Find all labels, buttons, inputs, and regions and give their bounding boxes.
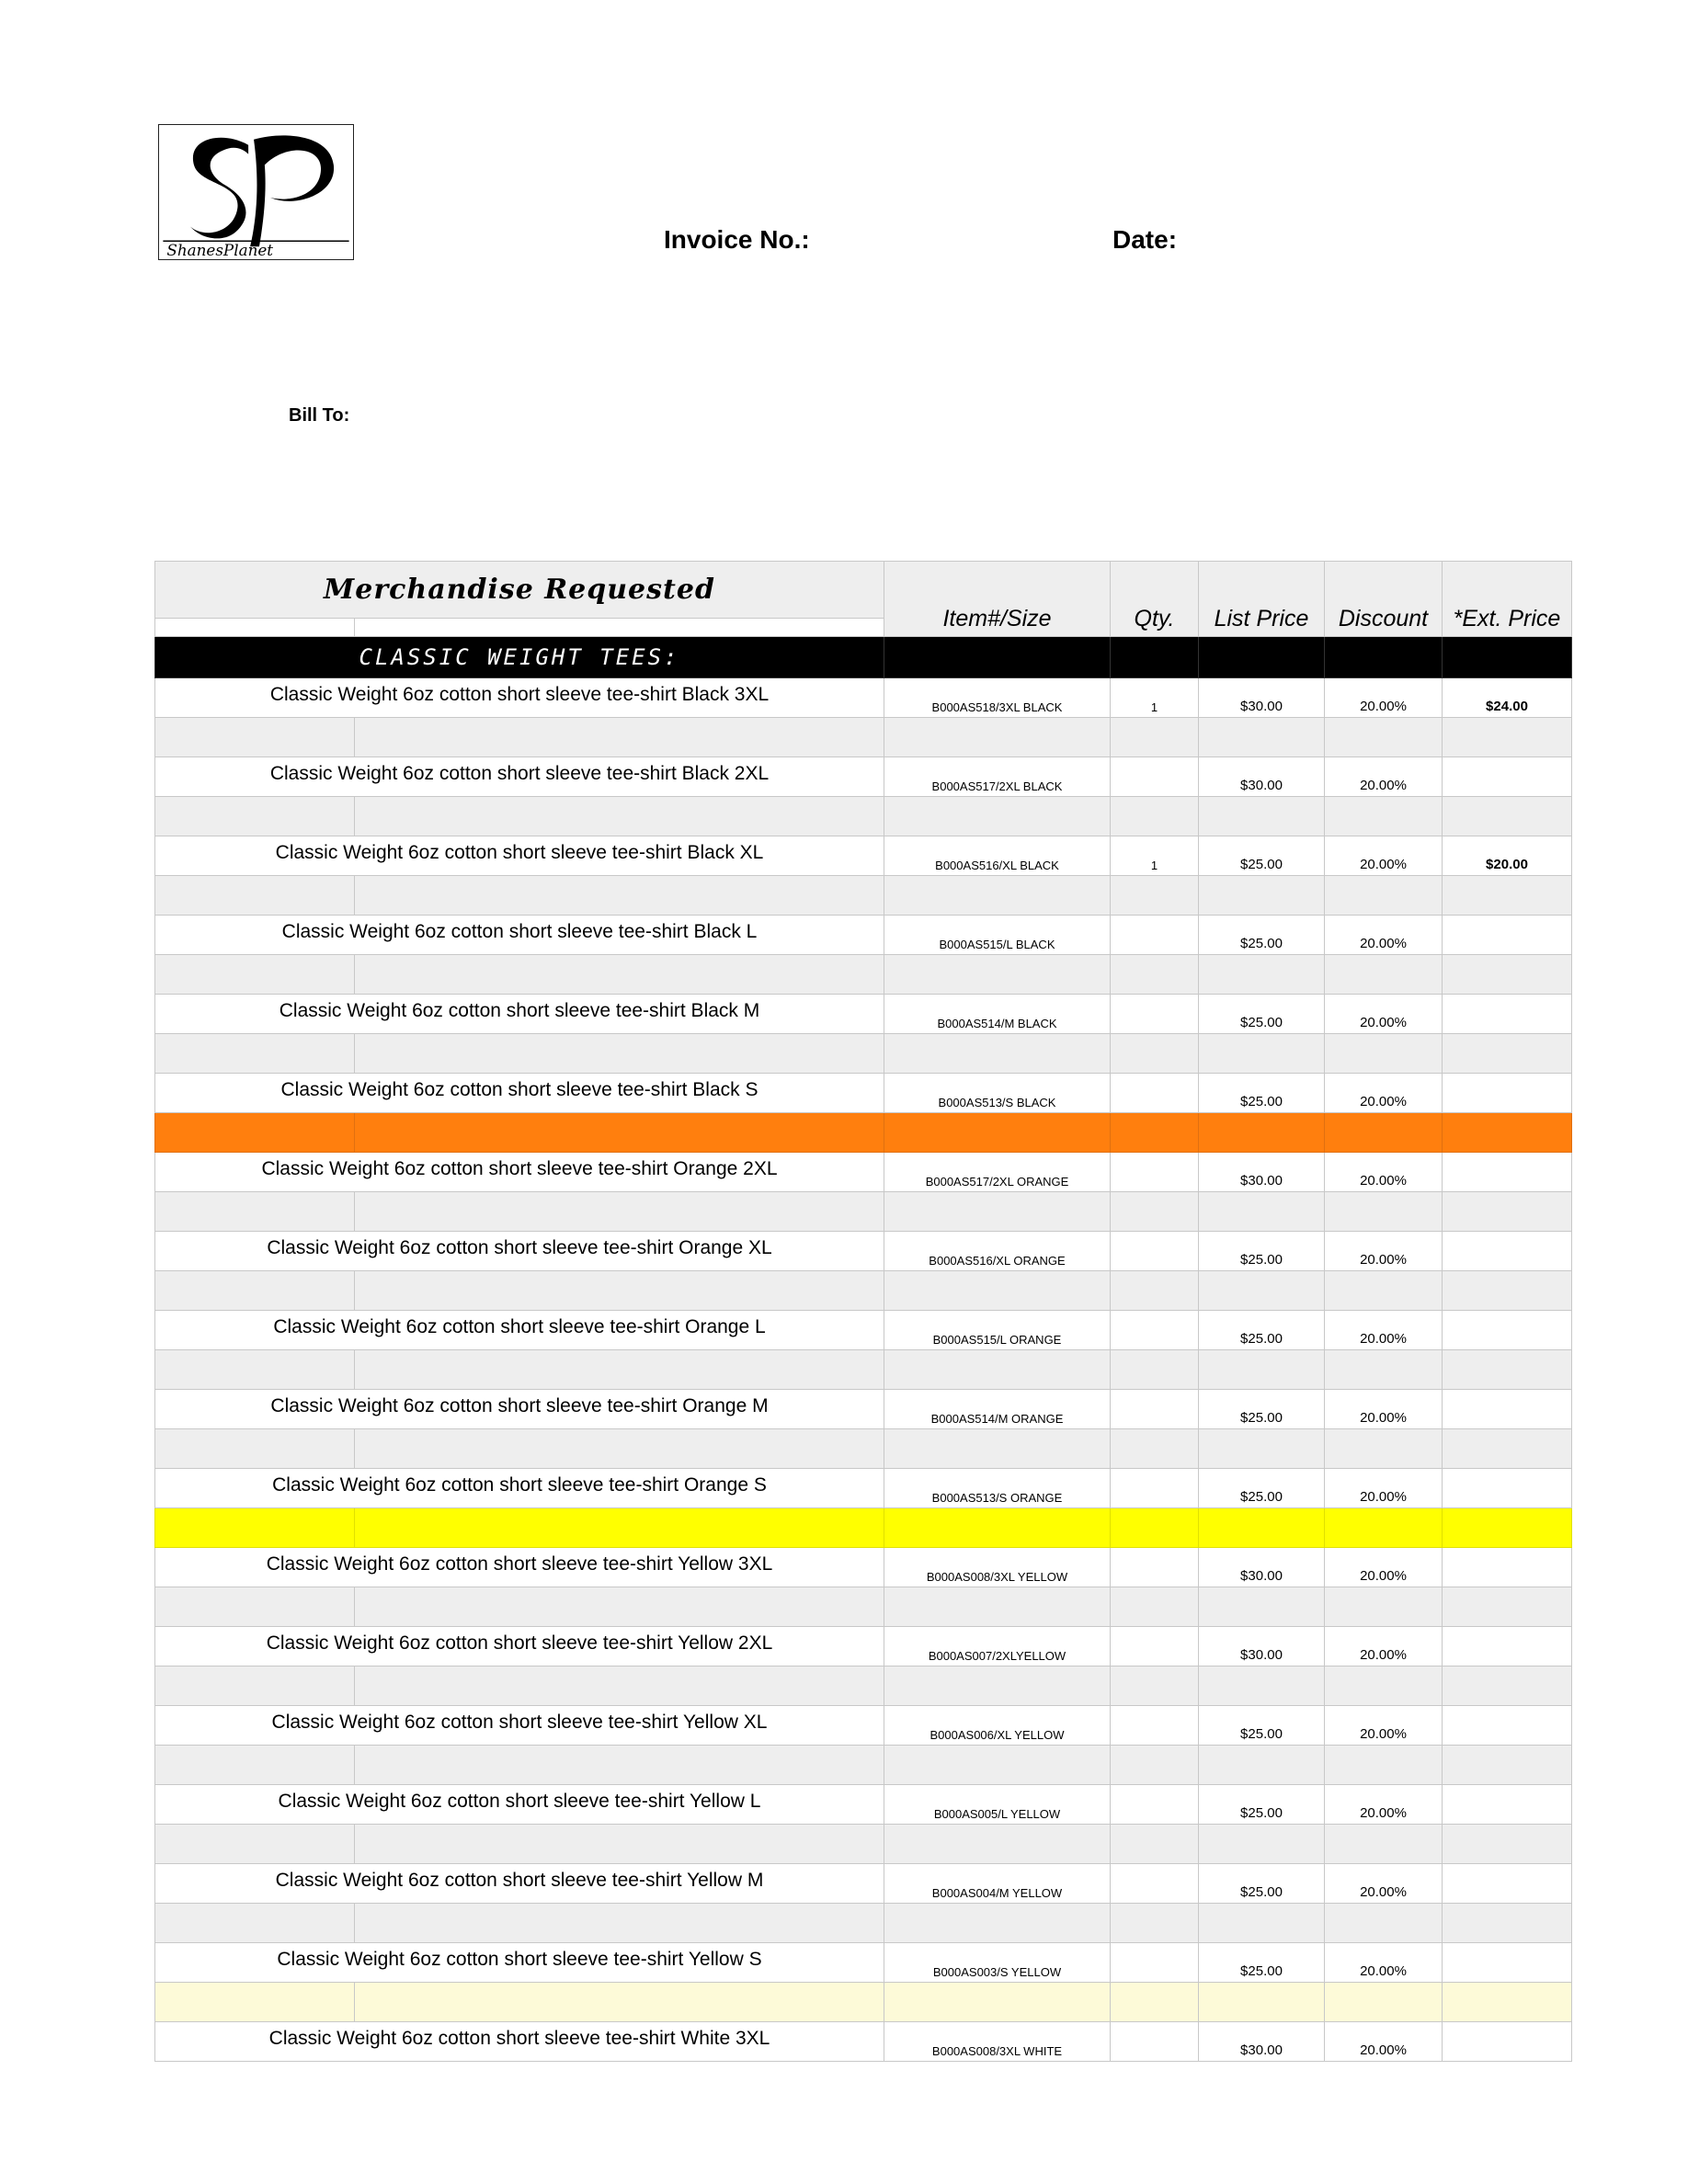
ext-price-cell <box>1443 1548 1572 1587</box>
discount-cell: 20.00% <box>1325 2022 1443 2062</box>
list-price-cell: $30.00 <box>1199 678 1325 718</box>
quantity-cell <box>1111 916 1199 955</box>
quantity-cell <box>1111 2022 1199 2062</box>
discount-cell: 20.00% <box>1325 757 1443 797</box>
discount-cell: 20.00% <box>1325 1706 1443 1746</box>
quantity-cell <box>1111 1864 1199 1904</box>
list-price-cell: $25.00 <box>1199 1311 1325 1350</box>
merchandise-header: Merchandise Requested <box>155 562 884 619</box>
item-description: Classic Weight 6oz cotton short sleeve tee-shirt Orange 2XL <box>155 1153 884 1192</box>
list-price-cell: $25.00 <box>1199 1232 1325 1271</box>
table-row <box>155 1548 1572 1587</box>
quantity-cell <box>1111 1390 1199 1429</box>
item-number-size: B000AS513/S BLACK <box>884 1074 1111 1113</box>
ext-price-header: *Ext. Price <box>1443 562 1572 637</box>
item-description: Classic Weight 6oz cotton short sleeve tee-shirt Yellow L <box>155 1785 884 1825</box>
item-description: Classic Weight 6oz cotton short sleeve tee-shirt Black L <box>155 916 884 955</box>
discount-cell: 20.00% <box>1325 1548 1443 1587</box>
item-number-size: B000AS516/XL BLACK <box>884 836 1111 876</box>
item-description: Classic Weight 6oz cotton short sleeve tee-shirt Black 2XL <box>155 757 884 797</box>
section-header-row <box>155 637 1572 678</box>
item-number-size: B000AS516/XL ORANGE <box>884 1232 1111 1271</box>
discount-cell: 20.00% <box>1325 916 1443 955</box>
table-row <box>155 2022 1572 2062</box>
ext-price-cell <box>1443 1785 1572 1825</box>
discount-cell: 20.00% <box>1325 1627 1443 1666</box>
qty-header: Qty. <box>1111 562 1199 637</box>
item-number-size: B000AS513/S ORANGE <box>884 1469 1111 1508</box>
list-price-cell: $30.00 <box>1199 2022 1325 2062</box>
ext-price-cell <box>1443 1311 1572 1350</box>
table-row <box>155 757 1572 797</box>
ext-price-cell <box>1443 757 1572 797</box>
item-description: Classic Weight 6oz cotton short sleeve tee-shirt Orange M <box>155 1390 884 1429</box>
ext-price-cell <box>1443 2022 1572 2062</box>
spacer-row <box>155 797 1572 836</box>
discount-cell: 20.00% <box>1325 836 1443 876</box>
cream-separator-row <box>155 1983 1572 2022</box>
discount-cell: 20.00% <box>1325 1074 1443 1113</box>
item-number-size: B000AS005/L YELLOW <box>884 1785 1111 1825</box>
spacer-row <box>155 1587 1572 1627</box>
quantity-cell <box>1111 1785 1199 1825</box>
item-number-size: B000AS003/S YELLOW <box>884 1943 1111 1983</box>
item-description: Classic Weight 6oz cotton short sleeve tee-shirt Black S <box>155 1074 884 1113</box>
table-row <box>155 1232 1572 1271</box>
ext-price-cell <box>1443 1153 1572 1192</box>
ext-price-cell <box>1443 1706 1572 1746</box>
item-number-size: B000AS518/3XL BLACK <box>884 678 1111 718</box>
table-row <box>155 995 1572 1034</box>
orange-separator-row <box>155 1113 1572 1153</box>
spacer-row <box>155 1746 1572 1785</box>
discount-cell: 20.00% <box>1325 1943 1443 1983</box>
discount-header: Discount <box>1325 562 1443 637</box>
spacer-row <box>155 1350 1572 1390</box>
quantity-cell <box>1111 1232 1199 1271</box>
list-price-cell: $30.00 <box>1199 1153 1325 1192</box>
item-number-size: B000AS006/XL YELLOW <box>884 1706 1111 1746</box>
quantity-cell: 1 <box>1111 678 1199 718</box>
discount-cell: 20.00% <box>1325 995 1443 1034</box>
item-number-size: B000AS514/M BLACK <box>884 995 1111 1034</box>
list-price-cell: $25.00 <box>1199 1469 1325 1508</box>
company-logo <box>158 124 354 260</box>
spacer-row <box>155 1825 1572 1864</box>
quantity-cell <box>1111 1153 1199 1192</box>
ext-price-cell: $20.00 <box>1443 836 1572 876</box>
item-description: Classic Weight 6oz cotton short sleeve tee-shirt Orange L <box>155 1311 884 1350</box>
item-number-size: B000AS007/2XLYELLOW <box>884 1627 1111 1666</box>
table-row <box>155 1706 1572 1746</box>
item-description: Classic Weight 6oz cotton short sleeve tee-shirt Black XL <box>155 836 884 876</box>
invoice-number-label: Invoice No.: <box>664 225 810 254</box>
item-number-size: B000AS004/M YELLOW <box>884 1864 1111 1904</box>
ext-price-cell <box>1443 1074 1572 1113</box>
ext-price-cell <box>1443 1864 1572 1904</box>
discount-cell: 20.00% <box>1325 678 1443 718</box>
quantity-cell <box>1111 1548 1199 1587</box>
spacer-row <box>155 1271 1572 1311</box>
quantity-cell <box>1111 1943 1199 1983</box>
quantity-cell <box>1111 1706 1199 1746</box>
item-description: Classic Weight 6oz cotton short sleeve tee-shirt Orange S <box>155 1469 884 1508</box>
item-description: Classic Weight 6oz cotton short sleeve tee-shirt White 3XL <box>155 2022 884 2062</box>
date-label: Date: <box>1112 225 1178 254</box>
yellow-separator-row <box>155 1508 1572 1548</box>
discount-cell: 20.00% <box>1325 1153 1443 1192</box>
table-row <box>155 1311 1572 1350</box>
table-row <box>155 1943 1572 1983</box>
discount-cell: 20.00% <box>1325 1311 1443 1350</box>
item-number-size: B000AS517/2XL ORANGE <box>884 1153 1111 1192</box>
table-row <box>155 1074 1572 1113</box>
item-description: Classic Weight 6oz cotton short sleeve tee-shirt Yellow 2XL <box>155 1627 884 1666</box>
list-price-cell: $30.00 <box>1199 1548 1325 1587</box>
item-description: Classic Weight 6oz cotton short sleeve tee-shirt Yellow S <box>155 1943 884 1983</box>
spacer-row <box>155 1429 1572 1469</box>
item-number-size: B000AS517/2XL BLACK <box>884 757 1111 797</box>
quantity-cell <box>1111 757 1199 797</box>
discount-cell: 20.00% <box>1325 1390 1443 1429</box>
ext-price-cell <box>1443 1469 1572 1508</box>
table-row <box>155 1390 1572 1429</box>
item-number-size: B000AS514/M ORANGE <box>884 1390 1111 1429</box>
spacer-row <box>155 876 1572 916</box>
sp-logo-icon <box>159 125 353 259</box>
item-description: Classic Weight 6oz cotton short sleeve tee-shirt Yellow 3XL <box>155 1548 884 1587</box>
spacer-row <box>155 1904 1572 1943</box>
ext-price-cell <box>1443 1627 1572 1666</box>
quantity-cell <box>1111 1074 1199 1113</box>
table-row <box>155 1469 1572 1508</box>
list-price-cell: $25.00 <box>1199 1706 1325 1746</box>
ext-price-cell <box>1443 916 1572 955</box>
quantity-cell <box>1111 1627 1199 1666</box>
item-number-size: B000AS515/L BLACK <box>884 916 1111 955</box>
table-row <box>155 678 1572 718</box>
item-description: Classic Weight 6oz cotton short sleeve tee-shirt Yellow XL <box>155 1706 884 1746</box>
list-price-cell: $25.00 <box>1199 1943 1325 1983</box>
item-number-size: B000AS008/3XL YELLOW <box>884 1548 1111 1587</box>
spacer-row <box>155 1666 1572 1706</box>
quantity-cell <box>1111 1469 1199 1508</box>
item-description: Classic Weight 6oz cotton short sleeve tee-shirt Black M <box>155 995 884 1034</box>
section-title: CLASSIC WEIGHT TEES: <box>155 637 884 678</box>
merchandise-table <box>154 561 1572 2062</box>
discount-cell: 20.00% <box>1325 1469 1443 1508</box>
item-description: Classic Weight 6oz cotton short sleeve tee-shirt Orange XL <box>155 1232 884 1271</box>
spacer-row <box>155 1034 1572 1074</box>
list-price-cell: $30.00 <box>1199 1627 1325 1666</box>
quantity-cell <box>1111 995 1199 1034</box>
list-price-header: List Price <box>1199 562 1325 637</box>
logo-text: ShanesPlanet <box>166 241 274 259</box>
ext-price-cell <box>1443 1943 1572 1983</box>
list-price-cell: $25.00 <box>1199 1390 1325 1429</box>
table-header-row <box>155 562 1572 619</box>
list-price-cell: $25.00 <box>1199 916 1325 955</box>
table-row <box>155 1785 1572 1825</box>
list-price-cell: $25.00 <box>1199 1785 1325 1825</box>
quantity-cell <box>1111 1311 1199 1350</box>
list-price-cell: $25.00 <box>1199 1074 1325 1113</box>
item-number-size: B000AS008/3XL WHITE <box>884 2022 1111 2062</box>
table-row <box>155 1627 1572 1666</box>
list-price-cell: $25.00 <box>1199 836 1325 876</box>
list-price-cell: $25.00 <box>1199 995 1325 1034</box>
discount-cell: 20.00% <box>1325 1864 1443 1904</box>
item-size-header: Item#/Size <box>884 562 1111 637</box>
bill-to-label: Bill To: <box>289 405 350 426</box>
quantity-cell: 1 <box>1111 836 1199 876</box>
ext-price-cell <box>1443 1390 1572 1429</box>
table-row <box>155 836 1572 876</box>
discount-cell: 20.00% <box>1325 1785 1443 1825</box>
item-description: Classic Weight 6oz cotton short sleeve tee-shirt Black 3XL <box>155 678 884 718</box>
discount-cell: 20.00% <box>1325 1232 1443 1271</box>
ext-price-cell <box>1443 995 1572 1034</box>
list-price-cell: $30.00 <box>1199 757 1325 797</box>
item-number-size: B000AS515/L ORANGE <box>884 1311 1111 1350</box>
spacer-row <box>155 955 1572 995</box>
ext-price-cell: $24.00 <box>1443 678 1572 718</box>
spacer-row <box>155 718 1572 757</box>
table-row <box>155 1864 1572 1904</box>
spacer-row <box>155 1192 1572 1232</box>
table-row <box>155 1153 1572 1192</box>
list-price-cell: $25.00 <box>1199 1864 1325 1904</box>
ext-price-cell <box>1443 1232 1572 1271</box>
item-description: Classic Weight 6oz cotton short sleeve tee-shirt Yellow M <box>155 1864 884 1904</box>
table-row <box>155 916 1572 955</box>
